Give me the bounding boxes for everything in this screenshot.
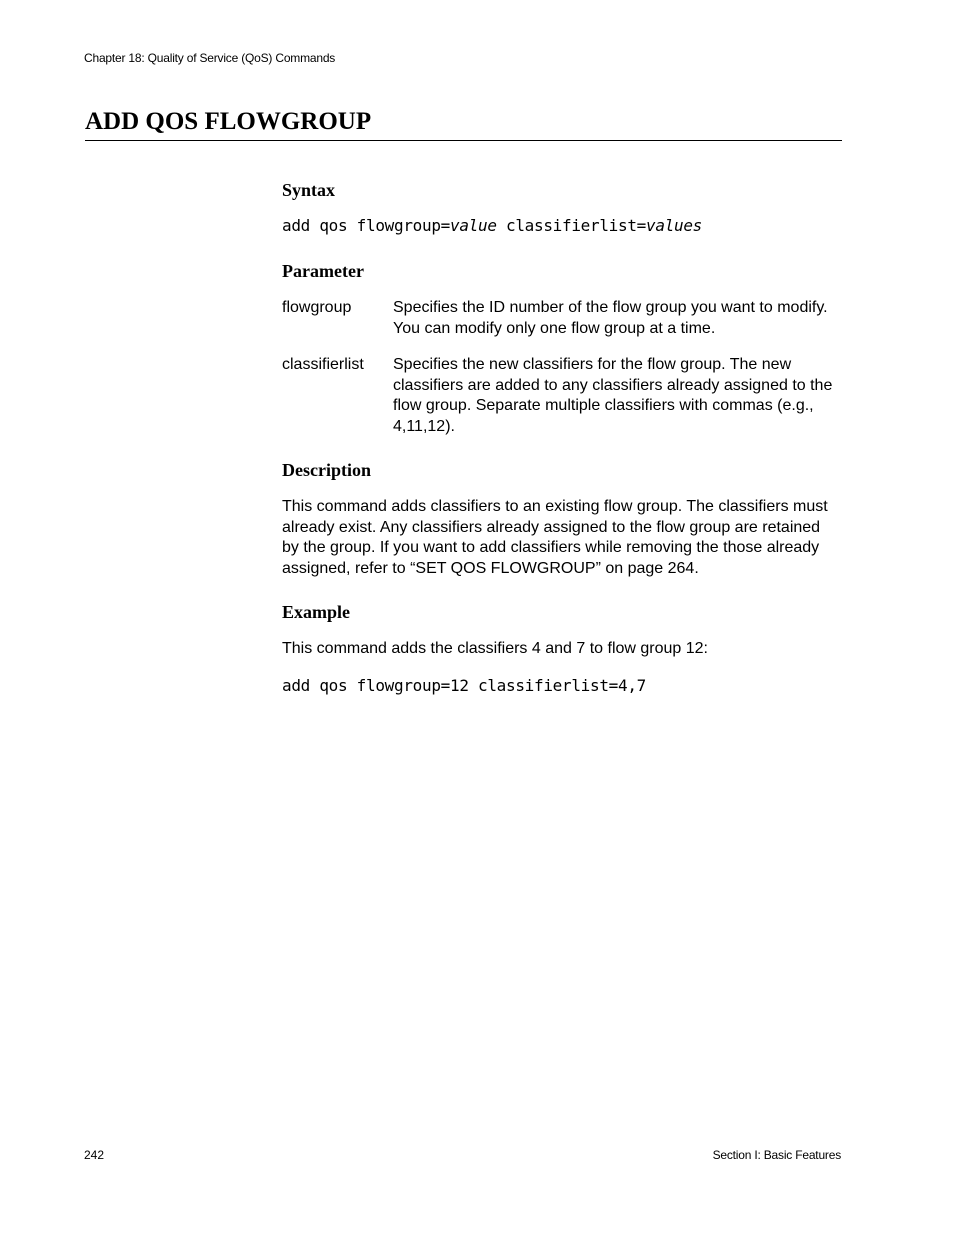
page-number: 242: [84, 1148, 105, 1162]
syntax-command-part: classifierlist=: [496, 216, 646, 235]
description-text: This command adds classifiers to an existing flow group. The classifiers must already exist. Any classifiers already assigned to the flow group are retained by the group. If you want to add classifiers while removing the those already assigned, refer to “SET QOS FLOWGROUP” on page 264.: [282, 498, 828, 577]
parameter-description: Specifies the new classifiers for the flow group. The new classifiers are added to any classifiers already assigned to the flow group. Separate multiple classifiers with commas (e.g., 4,11,12).: [393, 356, 833, 435]
title-rule: [85, 140, 842, 141]
footer-section: Section I: Basic Features: [712, 1148, 841, 1162]
parameter-description: Specifies the ID number of the flow group you want to modify. You can modify only one flow group at a time.: [393, 299, 828, 337]
syntax-heading: Syntax: [282, 180, 336, 200]
parameter-name: flowgroup: [282, 299, 352, 316]
page-title: ADD QOS FLOWGROUP: [85, 108, 372, 135]
running-header: Chapter 18: Quality of Service (QoS) Commands: [84, 51, 336, 65]
parameter-name: classifierlist: [282, 356, 364, 373]
example-command: add qos flowgroup=12 classifierlist=4,7: [282, 676, 646, 695]
syntax-command-part: add qos flowgroup=: [282, 216, 450, 235]
parameter-heading: Parameter: [282, 261, 364, 281]
syntax-argument: values: [646, 216, 702, 235]
syntax-argument: value: [450, 216, 497, 235]
example-intro: This command adds the classifiers 4 and 7 to flow group 12:: [282, 640, 708, 657]
description-heading: Description: [282, 460, 371, 480]
syntax-command: [282, 215, 702, 237]
example-heading: Example: [282, 602, 351, 622]
